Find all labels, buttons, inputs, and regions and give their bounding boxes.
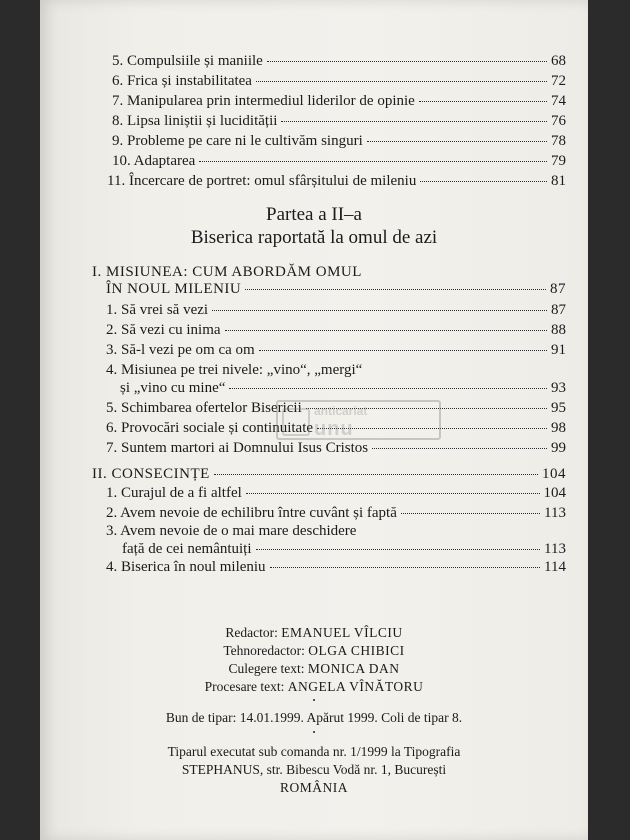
toc-entry-title: 1. Să vrei să vezi <box>106 302 209 318</box>
toc-entry-title: 8. Lipsa liniștii și lucidității <box>112 113 278 129</box>
print-info: Bun de tipar: 14.01.1999. Apărut 1999. Coli de tipar 8. <box>165 710 463 725</box>
toc-entry-page: 91 <box>551 342 566 358</box>
toc-entry-page: 87 <box>551 302 566 318</box>
toc-entry-page: 114 <box>544 559 566 575</box>
section-heading-page: 87 <box>550 281 566 297</box>
watermark-big-text: unu <box>314 418 354 440</box>
toc-entry-title: 5. Schimbarea ofertelor Bisericii <box>106 400 302 416</box>
credit-line <box>40 678 588 695</box>
section-heading-title: II. CONSECINȚE <box>92 466 210 482</box>
credit-label: Tehnoredactor: <box>223 643 305 658</box>
toc-entry-page: 93 <box>551 380 566 396</box>
toc-entry <box>106 301 566 319</box>
toc-entry <box>106 504 566 522</box>
leader-dots <box>372 448 547 449</box>
credit-line <box>40 624 588 641</box>
separator-bullet: • <box>312 696 316 705</box>
toc-entry-page: 78 <box>551 133 566 149</box>
toc-entry-title: 3. Să-l vezi pe om ca om <box>106 342 255 358</box>
toc-entry-title: 2. Avem nevoie de echilibru între cuvânt și faptă <box>106 505 397 521</box>
toc-entry <box>112 152 566 170</box>
toc-entry-page: 72 <box>551 73 566 89</box>
printer-line: Tiparul executat sub comanda nr. 1/1999 la Tipografia <box>167 744 461 759</box>
credit-name: MONICA DAN <box>307 661 400 676</box>
section-heading-page: 104 <box>542 466 566 482</box>
toc-entry-page: 76 <box>551 113 566 129</box>
credit-label: Redactor: <box>225 625 278 640</box>
printer-line: STEPHANUS, str. Bibescu Vodă nr. 1, București <box>181 762 447 777</box>
leader-dots <box>229 388 547 389</box>
toc-entry-page: 74 <box>551 93 566 109</box>
leader-dots <box>199 161 547 162</box>
printer-country: ROMÂNIA <box>279 780 348 795</box>
toc-entry <box>106 484 566 502</box>
part-heading: Partea a II–a <box>266 204 362 225</box>
toc-entry-title: 1. Curajul de a fi altfel <box>106 485 242 501</box>
leader-dots <box>212 310 547 311</box>
toc-entry <box>112 52 566 70</box>
leader-dots <box>246 493 540 494</box>
toc-entry-page: 104 <box>543 485 566 501</box>
leader-dots <box>245 289 546 290</box>
toc-entry-page: 88 <box>551 322 566 338</box>
separator-bullet: • <box>312 728 316 737</box>
leader-dots <box>367 141 547 142</box>
credit-line <box>40 660 588 677</box>
toc-entry <box>112 92 566 110</box>
credit-name: OLGA CHIBICI <box>308 643 405 658</box>
toc-entry <box>107 172 566 190</box>
anticariat-watermark <box>276 400 441 440</box>
toc-entry <box>112 72 566 90</box>
toc-entry-title: față de cei nemântuiți <box>122 541 252 557</box>
toc-entry <box>112 112 566 130</box>
toc-entry <box>106 321 566 339</box>
leader-dots <box>214 474 538 475</box>
toc-entry-title: 4. Biserica în noul mileniu <box>106 559 266 575</box>
toc-entry-title: 3. Avem nevoie de o mai mare deschidere <box>106 523 357 539</box>
section-heading-entry <box>92 465 566 483</box>
toc-entry-title: 2. Să vezi cu inima <box>106 322 221 338</box>
toc-entry-title: 6. Provocări sociale și continuitate <box>106 420 314 436</box>
section-heading-entry <box>106 280 566 298</box>
part-subheading: Biserica raportată la omul de azi <box>190 227 438 248</box>
book-icon <box>282 408 310 436</box>
leader-dots <box>225 330 547 331</box>
toc-entry <box>106 558 566 576</box>
watermark-small-text: anticariat <box>314 404 368 418</box>
leader-dots <box>267 61 547 62</box>
toc-entry-page: 95 <box>551 400 566 416</box>
leader-dots <box>401 513 540 514</box>
toc-entry-page: 98 <box>551 420 566 436</box>
toc-entry <box>122 540 566 558</box>
book-page <box>40 0 588 840</box>
toc-entry-page: 113 <box>544 505 566 521</box>
toc-entry <box>106 439 566 457</box>
toc-entry-title: 4. Misiunea pe trei nivele: „vino“, „mergi“ <box>106 362 363 378</box>
leader-dots <box>259 350 547 351</box>
leader-dots <box>256 81 547 82</box>
toc-entry <box>112 132 566 150</box>
toc-entry-page: 79 <box>551 153 566 169</box>
leader-dots <box>419 101 547 102</box>
toc-entry-page: 99 <box>551 440 566 456</box>
credit-line <box>40 642 588 659</box>
toc-entry-title: și „vino cu mine“ <box>120 380 226 396</box>
toc-entry-title: 11. Încercare de portret: omul sfârșitului de mileniu <box>107 173 417 189</box>
toc-entry-page: 68 <box>551 53 566 69</box>
credit-name: ANGELA VÎNĂTORU <box>287 679 424 694</box>
leader-dots <box>281 121 547 122</box>
credit-label: Procesare text: <box>204 679 285 694</box>
toc-entry-title: 6. Frica și instabilitatea <box>112 73 252 89</box>
toc-entry-title: 7. Suntem martori ai Domnului Isus Cristos <box>106 440 369 456</box>
section-heading-title: ÎN NOUL MILENIU <box>106 281 242 297</box>
leader-dots <box>420 181 547 182</box>
leader-dots <box>270 567 540 568</box>
toc-entry-title: 5. Compulsiile și maniile <box>112 53 263 69</box>
leader-dots <box>256 549 541 550</box>
section-heading: I. MISIUNEA: CUM ABORDĂM OMUL <box>92 264 362 280</box>
toc-entry-page: 113 <box>544 541 566 557</box>
toc-entry <box>106 341 566 359</box>
credit-label: Culegere text: <box>228 661 305 676</box>
toc-entry-title: 10. Adaptarea <box>112 153 196 169</box>
toc-entry-page: 81 <box>551 173 566 189</box>
credit-name: EMANUEL VÎLCIU <box>281 625 403 640</box>
toc-entry-title: 7. Manipularea prin intermediul liderilor de opinie <box>112 93 415 109</box>
toc-entry-title: 9. Probleme pe care ni le cultivăm singuri <box>112 133 363 149</box>
toc-entry <box>120 379 566 397</box>
